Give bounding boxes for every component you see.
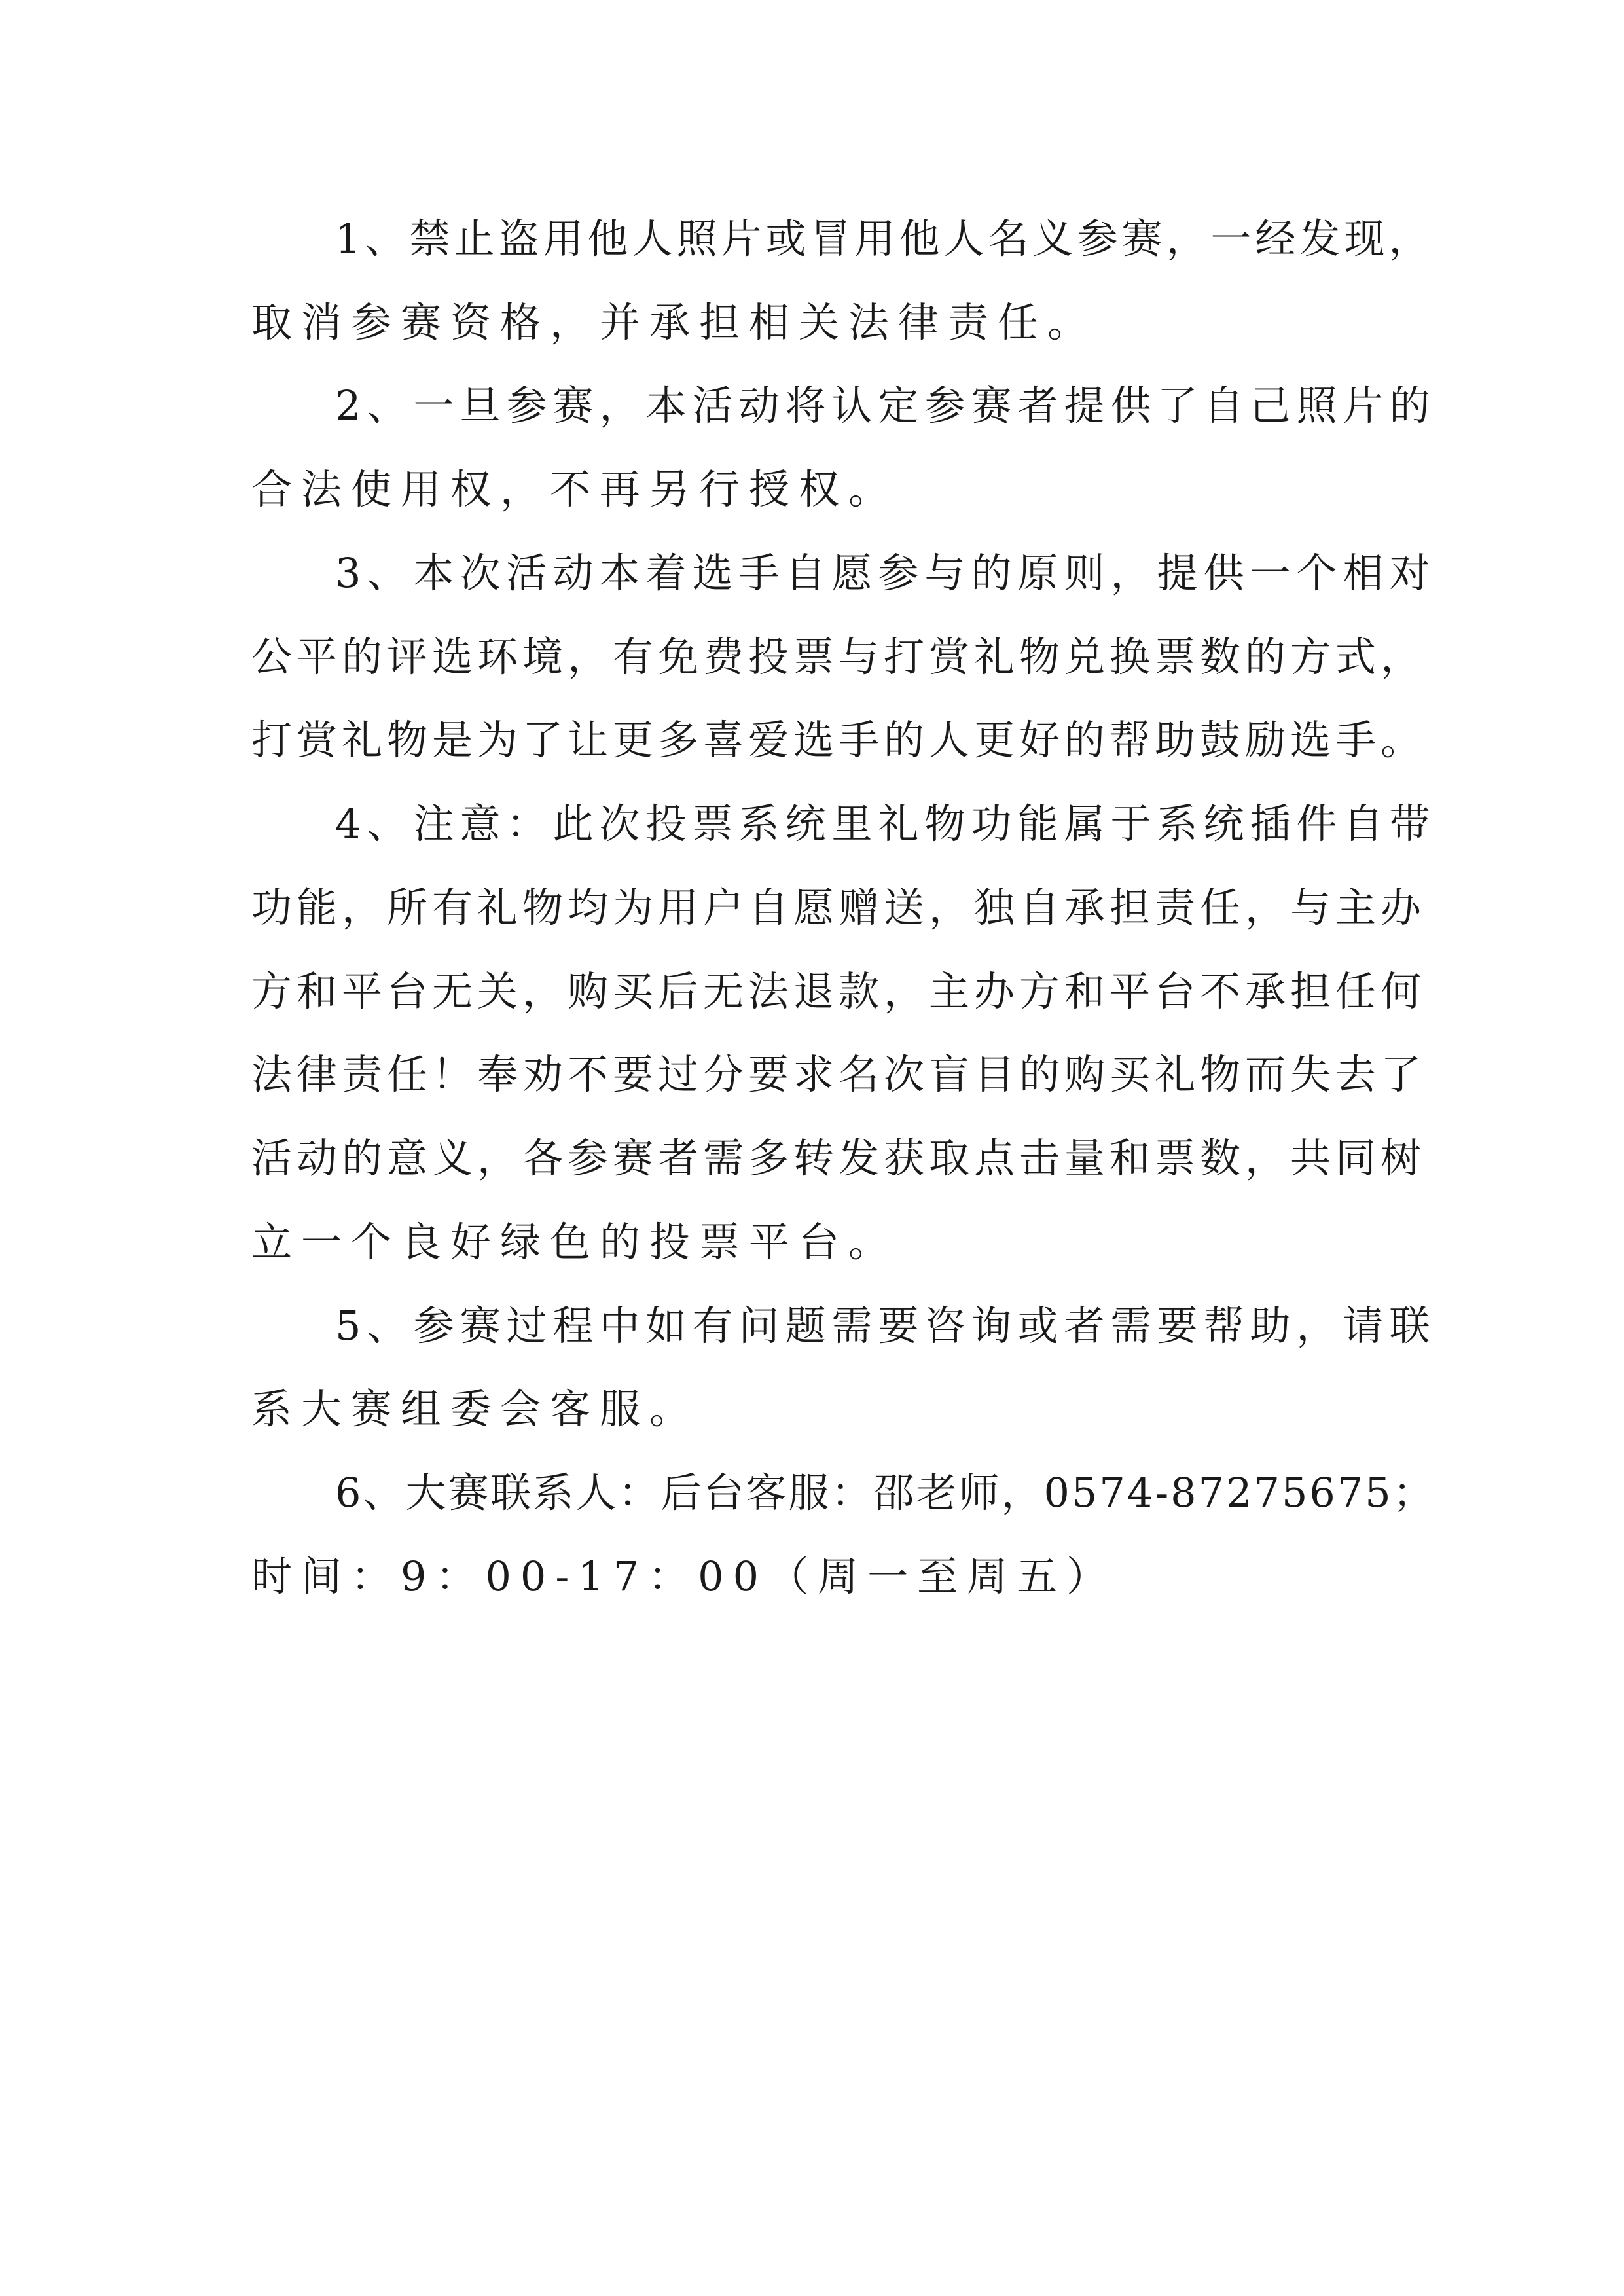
rule-4-line-5: 活动的意义，各参赛者需多转发获取点击量和票数，共同树 [251,1134,1426,1182]
rule-3-line-3: 打赏礼物是为了让更多喜爱选手的人更好的帮助鼓励选手。 [251,716,1426,764]
rule-1-line-2: 取消参赛资格，并承担相关法律责任。 [251,298,1098,346]
rule-5-line-1: 5、参赛过程中如有问题需要咨询或者需要帮助，请联 [335,1302,1436,1350]
rule-4-line-1: 4、注意：此次投票系统里礼物功能属于系统插件自带 [335,800,1436,848]
rule-3-line-2: 公平的评选环境，有免费投票与打赏礼物兑换票数的方式， [251,633,1426,681]
rule-4-line-2: 功能，所有礼物均为用户自愿赠送，独自承担责任，与主办 [251,884,1426,931]
rule-6-line-2: 时间：9：00-17：00（周一至周五） [251,1552,1117,1600]
rule-4-line-6: 立一个良好绿色的投票平台。 [251,1218,899,1266]
rule-2-line-1: 2、一旦参赛，本活动将认定参赛者提供了自己照片的 [335,382,1436,429]
rule-5-line-2: 系大赛组委会客服。 [251,1385,700,1433]
rule-3-line-1: 3、本次活动本着选手自愿参与的原则，提供一个相对 [335,549,1436,597]
rule-1-line-1: 1、禁止盗用他人照片或冒用他人名义参赛，一经发现， [335,215,1434,262]
rule-6-line-1: 6、大赛联系人：后台客服：邵老师，0574-87275675； [335,1469,1435,1516]
rule-2-line-2: 合法使用权，不再另行授权。 [251,465,899,513]
rule-4-line-3: 方和平台无关，购买后无法退款，主办方和平台不承担任何 [251,967,1426,1015]
rule-4-line-4: 法律责任！奉劝不要过分要求名次盲目的购买礼物而失去了 [251,1050,1426,1098]
